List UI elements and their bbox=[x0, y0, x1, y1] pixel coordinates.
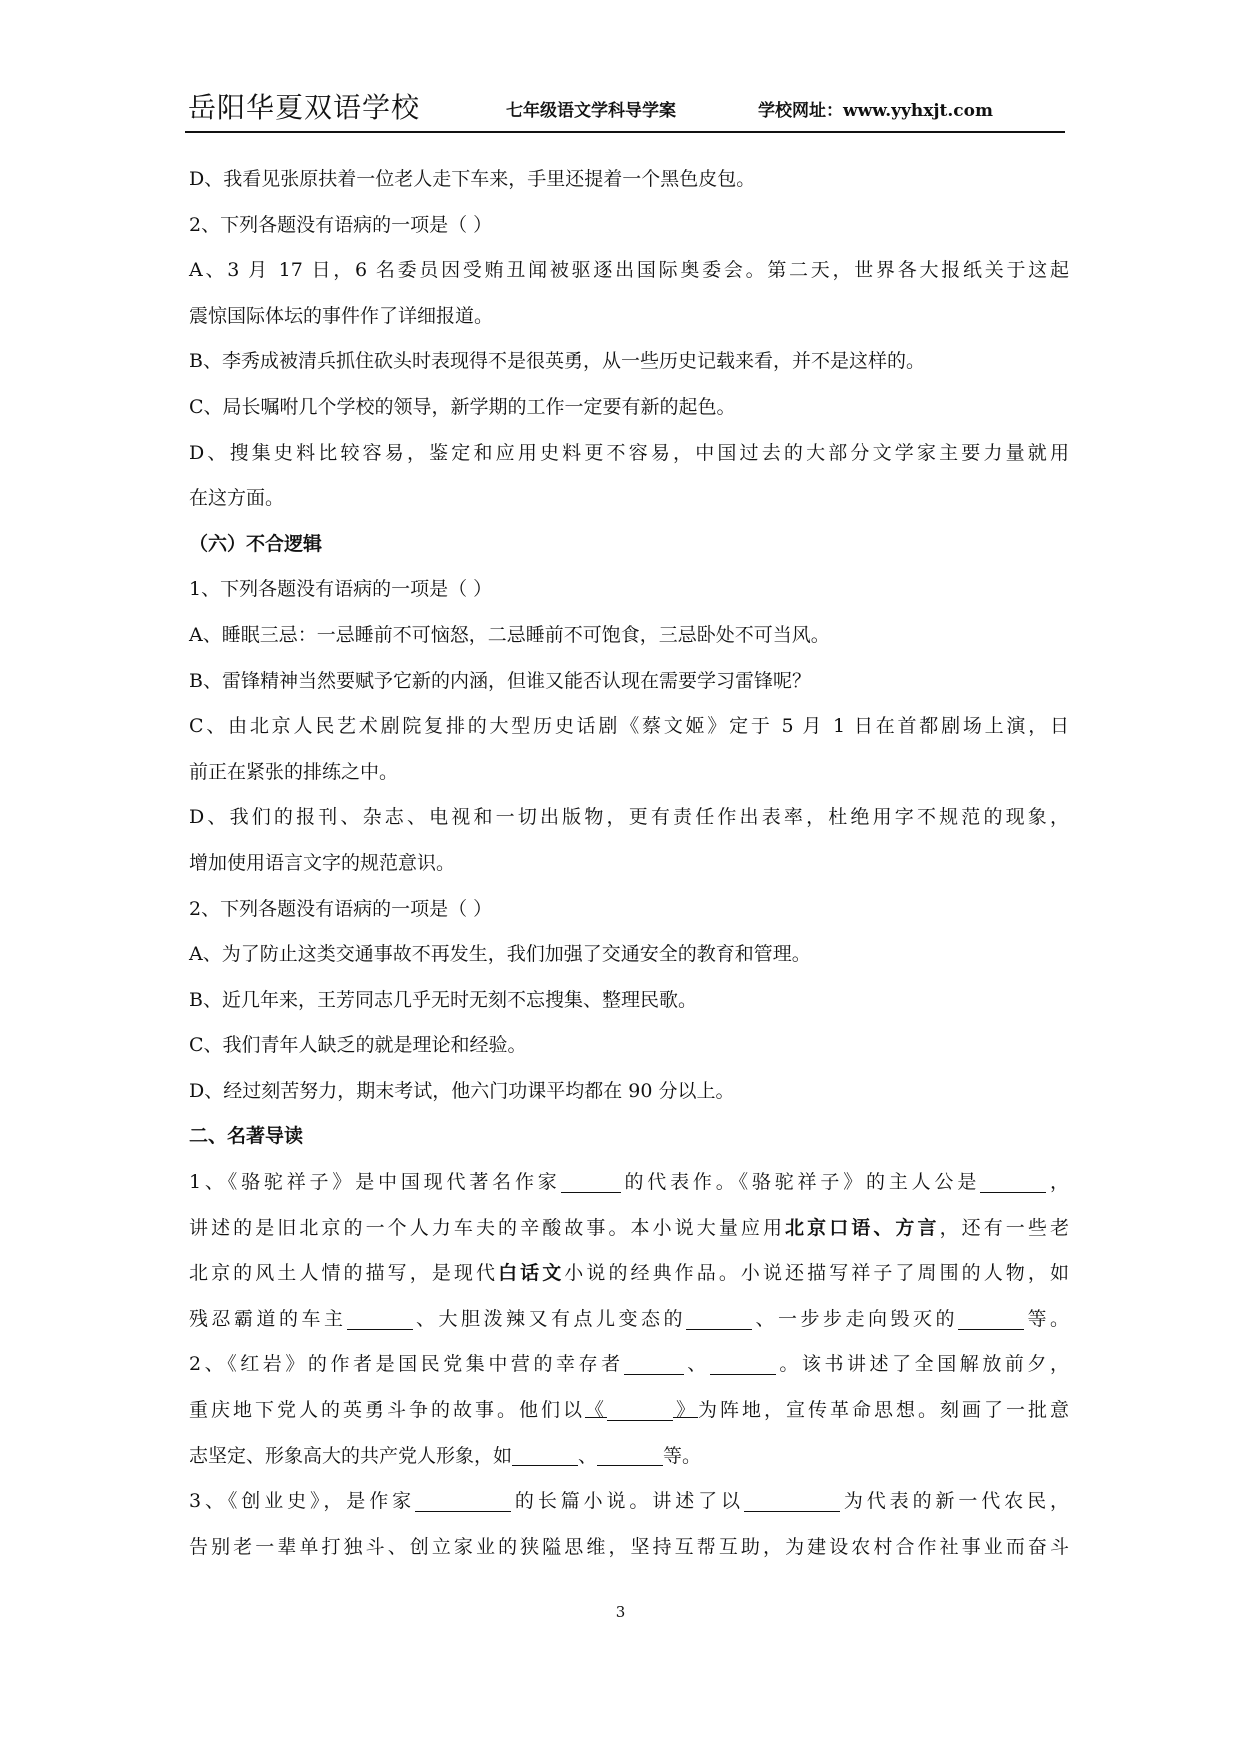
q2-text: 等。 bbox=[663, 1444, 702, 1467]
fill-blank[interactable] bbox=[512, 1444, 578, 1466]
fill-blank[interactable] bbox=[561, 1171, 621, 1193]
option-b: B、近几年来，王芳同志几乎无时无刻不忘搜集、整理民歌。 bbox=[189, 988, 697, 1011]
fill-blank[interactable] bbox=[686, 1308, 752, 1330]
option-d-cont: 在这方面。 bbox=[189, 487, 285, 510]
q1-text: 小说的经典作品。小说还描写祥子了周围的人物，如 bbox=[564, 1262, 1069, 1285]
option-a-cont: 震惊国际体坛的事件作了详细报道。 bbox=[189, 304, 494, 327]
q3-text: 3、《创业史》，是作家 bbox=[189, 1490, 416, 1513]
reading-q1-line2 bbox=[189, 1206, 1069, 1252]
option-d-cont: 增加使用语言文字的规范意识。 bbox=[189, 851, 456, 874]
reading-q2-line2 bbox=[189, 1388, 1069, 1434]
school-website: 学校网址：www.yyhxjt.com bbox=[758, 101, 993, 121]
q2-text: 志坚定、形象高大的共产党人形象，如 bbox=[189, 1444, 513, 1467]
option-a: A、睡眠三忌：一忌睡前不可恼怒，二忌睡前不可饱食，三忌卧处不可当风。 bbox=[189, 623, 830, 646]
fill-blank[interactable] bbox=[980, 1171, 1046, 1193]
option-b: B、李秀成被清兵抓住砍头时表现得不是很英勇，从一些历史记载来看，并不是这样的。 bbox=[189, 350, 925, 373]
q1-emphasis: 白话文 bbox=[498, 1262, 565, 1285]
question-2: 2、下列各题没有语病的一项是（ ） bbox=[189, 213, 493, 236]
option-c: C、由北京人民艺术剧院复排的大型历史话剧《蔡文姬》定于 5 月 1 日在首都剧场上演，日 bbox=[189, 715, 1069, 738]
fill-blank[interactable] bbox=[347, 1308, 413, 1330]
q2-text: 重庆地下党人的英勇斗争的故事。他们以 bbox=[189, 1399, 585, 1422]
option-b: B、雷锋精神当然要赋予它新的内涵，但谁又能否认现在需要学习雷锋呢？ bbox=[189, 669, 811, 692]
question-2: 2、下列各题没有语病的一项是（ ） bbox=[189, 897, 493, 920]
fill-blank[interactable] bbox=[624, 1353, 684, 1375]
fill-blank[interactable] bbox=[597, 1444, 663, 1466]
option-a: A、3 月 17 日，6 名委员因受贿丑闻被驱逐出国际奥委会。第二天，世界各大报纸关于这起 bbox=[189, 259, 1069, 282]
section-heading: 二、名著导读 bbox=[189, 1125, 304, 1148]
q1-emphasis: 北京口语、方言 bbox=[785, 1216, 940, 1239]
reading-q2-line1 bbox=[189, 1342, 1069, 1388]
option-d: D、我们的报刊、杂志、电视和一切出版物，更有责任作出表率，杜绝用字不规范的现象， bbox=[189, 806, 1069, 829]
reading-q1-line3 bbox=[189, 1251, 1069, 1297]
reading-q1-line4 bbox=[189, 1297, 1069, 1343]
option-c-cont: 前正在紧张的排练之中。 bbox=[189, 760, 399, 783]
option-c: C、局长嘱咐几个学校的领导，新学期的工作一定要有新的起色。 bbox=[189, 395, 736, 418]
q1-text: 、一步步走向毁灭的 bbox=[751, 1307, 958, 1330]
q2-text: 、 bbox=[683, 1353, 710, 1376]
q1-text: 1、《骆驼祥子》是中国现代著名作家 bbox=[189, 1171, 561, 1194]
q1-text: 北京的风土人情的描写，是现代 bbox=[189, 1262, 499, 1285]
school-name: 岳阳华夏双语学校 bbox=[188, 91, 421, 124]
fill-blank[interactable] bbox=[744, 1490, 840, 1512]
option-d: D、搜集史料比较容易，鉴定和应用史料更不容易，中国过去的大部分文学家主要力量就用 bbox=[189, 441, 1069, 464]
reading-q1-line1 bbox=[189, 1160, 1069, 1206]
q1-text: ，还有一些老 bbox=[939, 1216, 1069, 1239]
fill-blank[interactable] bbox=[710, 1353, 776, 1375]
subject-title: 七年级语文学科导学案 bbox=[506, 101, 676, 121]
option-d: D、我看见张原扶着一位老人走下车来，手里还提着一个黑色皮包。 bbox=[189, 168, 756, 190]
fill-blank[interactable] bbox=[958, 1308, 1024, 1330]
fill-blank[interactable] bbox=[415, 1490, 511, 1512]
section-heading: （六）不合逻辑 bbox=[189, 532, 323, 555]
page-header bbox=[188, 86, 1062, 126]
option-d: D、经过刻苦努力，期末考试，他六门功课平均都在 90 分以上。 bbox=[189, 1079, 735, 1102]
q2-text: 为阵地，宣传革命思想。刻画了一批意 bbox=[697, 1399, 1069, 1422]
reading-q3-line1 bbox=[189, 1479, 1069, 1525]
q1-text: 残忍霸道的车主 bbox=[189, 1307, 347, 1330]
option-a: A、为了防止这类交通事故不再发生，我们加强了交通安全的教育和管理。 bbox=[189, 943, 811, 966]
q2-text: 》 bbox=[672, 1399, 698, 1422]
question-1: 1、下列各题没有语病的一项是（ ） bbox=[189, 578, 493, 601]
q1-text: ， bbox=[1046, 1171, 1069, 1194]
q1-text: 讲述的是旧北京的一个人力车夫的辛酸故事。本小说大量应用 bbox=[189, 1216, 786, 1239]
fill-blank[interactable] bbox=[607, 1399, 673, 1421]
document-body bbox=[189, 157, 1069, 1570]
option-c: C、我们青年人缺乏的就是理论和经验。 bbox=[189, 1034, 527, 1057]
page-number: 3 bbox=[615, 1603, 626, 1621]
q1-text: 等。 bbox=[1023, 1307, 1069, 1330]
q2-text: 《 bbox=[584, 1399, 607, 1422]
q2-text: 、 bbox=[578, 1444, 598, 1467]
q1-text: 、大胆泼辣又有点儿变态的 bbox=[412, 1307, 686, 1330]
q1-text: 的代表作。《骆驼祥子》的主人公是 bbox=[620, 1171, 981, 1194]
reading-q3-line2: 告别老一辈单打独斗、创立家业的狭隘思维，坚持互帮互助，为建设农村合作社事业而奋斗 bbox=[189, 1535, 1069, 1558]
q2-text: 2、《红岩》的作者是国民党集中营的幸存者 bbox=[189, 1353, 624, 1376]
reading-q2-line3 bbox=[189, 1434, 1069, 1480]
header-rule bbox=[185, 131, 1065, 133]
q3-text: 为代表的新一代农民， bbox=[839, 1490, 1069, 1513]
q2-text: 。该书讲述了全国解放前夕， bbox=[775, 1353, 1069, 1376]
q3-text: 的长篇小说。讲述了以 bbox=[511, 1490, 744, 1513]
